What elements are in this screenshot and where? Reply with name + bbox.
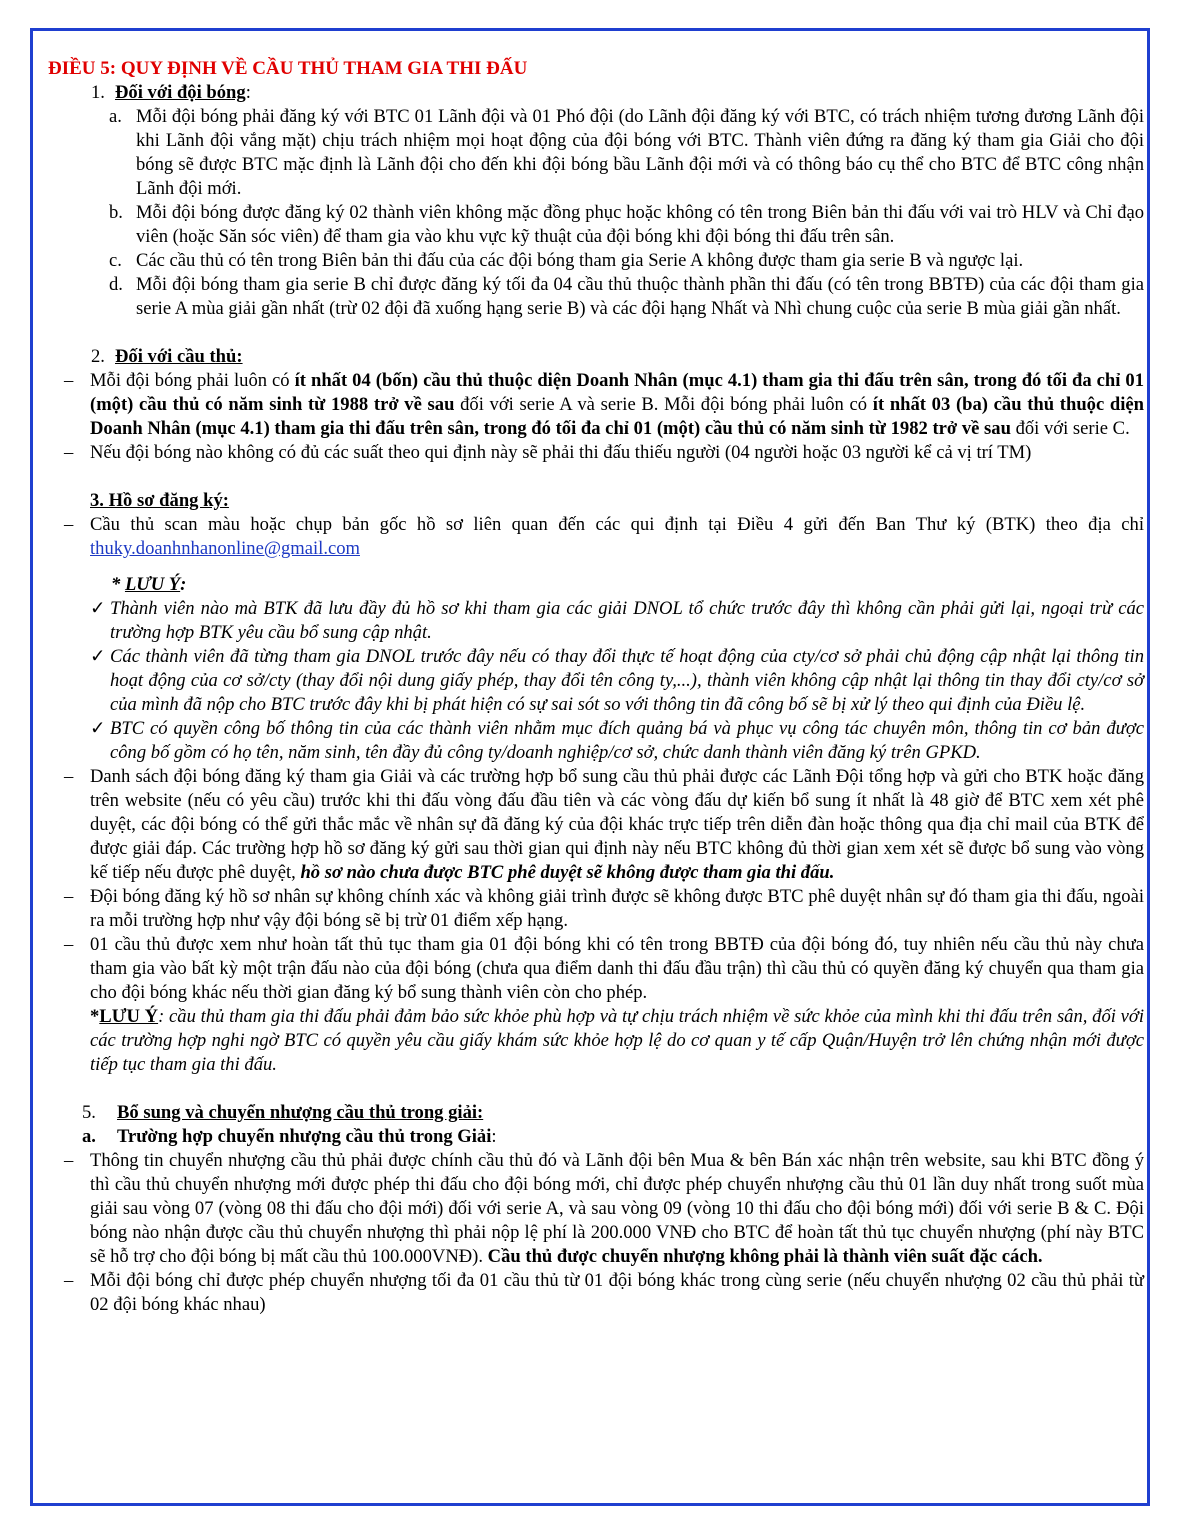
subsection-heading: a. Trường hợp chuyển nhượng cầu thủ trong Giải: <box>82 1126 497 1147</box>
check-icon: ✓ <box>90 718 106 739</box>
checklist-item: ✓ Các thành viên đã từng tham gia DNOL trước đây nếu có thay đổi thực tế hoạt động của cty/cơ sở phải chủ động cập nhật lại thông tin hoạt động của cơ sở/cty (thay đổi nội dung giấy phép, thay đổi tên công ty,...), thành viên không cập nhật lại thông tin thay đổi cty/cơ sở của mình đã nộp cho BTC trước đây khi bị phát hiện có sự sai sót so với thông tin đã công bố sẽ bị xử lý theo qui định của Điều lệ. <box>90 646 1144 715</box>
email-link[interactable]: thuky.doanhnhanonline@gmail.com <box>90 538 360 559</box>
list-item: d. Mỗi đội bóng tham gia serie B chỉ được đăng ký tối đa 04 cầu thủ thuộc thành phần thi đấu (có tên trong BBTĐ) của các đội tham gia serie A mùa giải gần nhất (trừ 02 đội đã xuống hạng serie B) và các đội hạng Nhất và Nhì chung cuộc của serie B mùa giải gần nhất. <box>109 274 1144 319</box>
section-5-heading <box>48 1101 1144 1125</box>
list-item: – Cầu thủ scan màu hoặc chụp bản gốc hồ sơ liên quan đến các qui định tại Điều 4 gửi đến Ban Thư ký (BTK) theo địa chỉ thuky.doanhnhanonline@gmail.com <box>64 514 1144 559</box>
list-item: – Danh sách đội bóng đăng ký tham gia Giải và các trường hợp bổ sung cầu thủ phải được các Lãnh Đội tổng hợp và gửi cho BTK hoặc đăng trên website (nếu có yêu cầu) trước khi thi đấu vòng đấu đầu tiên và các vòng đấu dự kiến bổ sung ít nhất là 48 giờ để BTC xem xét phê duyệt, các đội bóng có thể gửi thắc mắc về nhân sự đã đăng ký của đội khác trực tiếp trên diễn đàn hoặc thông qua địa chỉ mail của BTK để được giải đáp. Các trường hợp hồ sơ đăng ký gửi sau thời gian qui định này nếu BTC không đủ thời gian xem xét sẽ được bổ sung vào vòng kế tiếp nếu được phê duyệt, hồ sơ nào chưa được BTC phê duyệt sẽ không được tham gia thi đấu. <box>64 766 1144 883</box>
section-number: 2. <box>91 346 105 367</box>
list-item: – Đội bóng đăng ký hồ sơ nhân sự không chính xác và không giải trình được sẽ không được BTC phê duyệt nhân sự đó tham gia thi đấu, ngoài ra mỗi trường hợp như vậy đội bóng sẽ bị trừ 01 điểm xếp hạng. <box>64 886 1144 931</box>
section-title: Đối với đội bóng <box>115 82 246 103</box>
note-heading: * LƯU Ý: <box>111 574 187 595</box>
list-item: c. Các cầu thủ có tên trong Biên bản thi đấu của các đội bóng tham gia Serie A không được tham gia serie B và ngược lại. <box>109 250 1024 271</box>
section-title: Bổ sung và chuyển nhượng cầu thủ trong giải: <box>117 1102 484 1123</box>
article-title: ĐIỀU 5: QUY ĐỊNH VỀ CẦU THỦ THAM GIA THI ĐẤU <box>48 58 528 79</box>
health-note: *LƯU Ý: cầu thủ tham gia thi đấu phải đảm bảo sức khỏe phù hợp và tự chịu trách nhiệm về sức khỏe của mình khi thi đấu trên sân, đối với các trường hợp nghi ngờ BTC có quyền yêu cầu giấy khám sức khỏe hợp lệ do cơ quan y tế cấp Quận/Huyện trở lên chứng nhận mới được tiếp tục tham gia thi đấu. <box>90 1006 1144 1075</box>
list-item: – Mỗi đội bóng chỉ được phép chuyển nhượng tối đa 01 cầu thủ từ 01 đội bóng khác trong cùng serie (nếu chuyển nhượng 02 cầu thủ phải từ 02 đội bóng khác nhau) <box>64 1270 1144 1315</box>
section-1-heading: 1. Đối với đội bóng: <box>91 82 251 103</box>
section-number: 5. <box>82 1102 96 1123</box>
section-3-heading <box>48 489 1144 513</box>
document-body <box>48 57 1144 1317</box>
check-icon: ✓ <box>90 646 106 667</box>
list-item: – 01 cầu thủ được xem như hoàn tất thủ tục tham gia 01 đội bóng khi có tên trong BBTĐ của đội bóng đó, tuy nhiên nếu cầu thủ này chưa tham gia vào bất kỳ một trận đấu nào của đội bóng (chưa qua điểm danh thi đấu đầu trận) thì cầu thủ có quyền đăng ký chuyển qua tham gia cho đội bóng khác nếu thời gian đăng ký bổ sung thành viên còn cho phép. <box>64 934 1144 1003</box>
list-item: – Mỗi đội bóng phải luôn có ít nhất 04 (bốn) cầu thủ thuộc diện Doanh Nhân (mục 4.1) tham gia thi đấu trên sân, trong đó tối đa chỉ 01 (một) cầu thủ có năm sinh từ 1988 trở về sau đối với serie A và serie B. Mỗi đội bóng phải luôn có ít nhất 03 (ba) cầu thủ thuộc diện Doanh Nhân (mục 4.1) tham gia thi đấu trên sân, trong đó tối đa chỉ 01 (một) cầu thủ có năm sinh từ 1982 trở về sau đối với serie C. <box>64 370 1144 439</box>
check-icon: ✓ <box>90 598 106 619</box>
list-item: a. Mỗi đội bóng phải đăng ký với BTC 01 Lãnh đội và 01 Phó đội (do Lãnh đội đăng ký với BTC, có trách nhiệm tương đương Lãnh đội khi Lãnh đội vắng mặt) chịu trách nhiệm mọi hoạt động của đội bóng với BTC. Thành viên đứng ra đăng ký tham gia Giải cho đội bóng sẽ được BTC mặc định là Lãnh đội cho đến khi đội bóng bầu Lãnh đội mới và có thông báo cụ thể cho BTC để BTC công nhận Lãnh đội mới. <box>109 106 1144 199</box>
list-item: b. Mỗi đội bóng được đăng ký 02 thành viên không mặc đồng phục hoặc không có tên trong Biên bản thi đấu với vai trò HLV và Chỉ đạo viên (hoặc Săn sóc viên) để tham gia vào khu vực kỹ thuật của đội bóng khi đội bóng thi đấu trên sân. <box>109 202 1144 247</box>
checklist-item: ✓ Thành viên nào mà BTK đã lưu đầy đủ hồ sơ khi tham gia các giải DNOL tổ chức trước đây thì không cần phải gửi lại, ngoại trừ các trường hợp BTK yêu cầu bổ sung cập nhật. <box>90 598 1144 643</box>
section-2-heading <box>48 345 1144 369</box>
checklist-item: ✓ BTC có quyền công bố thông tin của các thành viên nhằm mục đích quảng bá và phục vụ công tác chuyên môn, thông tin cơ bản được công bố gồm có họ tên, năm sinh, tên đầy đủ công ty/doanh nghiệp/cơ sở, chức danh thành viên đăng ký trên GPKD. <box>90 718 1144 763</box>
section-number: 1. <box>91 82 105 103</box>
section-title: 3. Hồ sơ đăng ký: <box>90 490 229 511</box>
list-item: – Thông tin chuyển nhượng cầu thủ phải được chính cầu thủ đó và Lãnh đội bên Mua & bên Bán xác nhận trên website, sau khi BTC đồng ý thì cầu thủ chuyển nhượng mới được phép thi đấu cho đội bóng mới, chỉ được phép chuyển nhượng cầu thủ 01 lần duy nhất trong suốt mùa giải sau vòng 07 (vòng 08 thi đấu cho đội mới) đối với serie A, và sau vòng 09 (vòng 10 thi đấu cho đội bóng mới) đối với serie B & C. Đội bóng nào nhận được cầu thủ chuyển nhượng thì phải nộp lệ phí là 200.000 VNĐ cho BTC để hoàn tất thủ tục chuyển nhượng (phí này BTC sẽ hỗ trợ cho đội bóng bị mất cầu thủ 100.000VNĐ). Cầu thủ được chuyển nhượng không phải là thành viên suất đặc cách. <box>64 1150 1144 1267</box>
section-title: Đối với cầu thủ: <box>115 346 243 367</box>
list-item: – Nếu đội bóng nào không có đủ các suất theo qui định này sẽ phải thi đấu thiếu người (04 người hoặc 03 người kể cả vị trí TM) <box>64 442 1032 463</box>
